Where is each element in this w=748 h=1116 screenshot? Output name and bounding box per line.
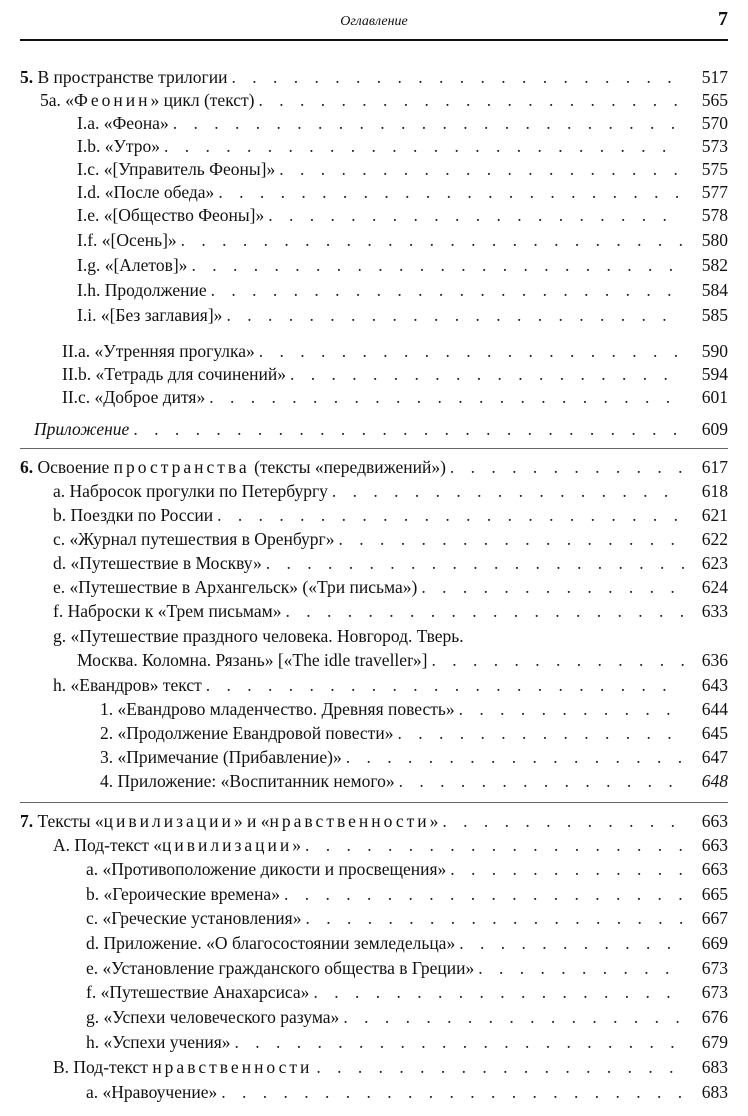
entry-label: c. «Греческие установления» bbox=[86, 908, 302, 928]
toc-entry[interactable] bbox=[0, 304, 748, 327]
dot-leader bbox=[442, 810, 684, 833]
entry-label: a. «Противоположение дикости и просвещения» bbox=[86, 859, 447, 879]
toc-entry[interactable] bbox=[0, 504, 748, 527]
running-title: Оглавление bbox=[340, 14, 408, 29]
toc-entry[interactable] bbox=[0, 907, 748, 930]
entry-page: 647 bbox=[701, 747, 728, 767]
dot-leader bbox=[313, 981, 684, 1004]
toc-entry[interactable] bbox=[0, 981, 748, 1004]
dot-leader bbox=[346, 746, 684, 769]
entry-page: 580 bbox=[701, 230, 728, 250]
dot-leader bbox=[290, 363, 684, 386]
toc-entry[interactable] bbox=[0, 112, 748, 135]
toc-entry[interactable] bbox=[0, 858, 748, 881]
page-number: 7 bbox=[718, 8, 728, 30]
entry-label: I.g. «[Алетов]» bbox=[77, 255, 188, 275]
entry-page: 517 bbox=[701, 67, 728, 87]
entry-page: 573 bbox=[701, 136, 728, 156]
entry-label: 1. «Евандрово младенчество. Древняя повесть» bbox=[100, 699, 455, 719]
entry-page: 667 bbox=[701, 908, 728, 928]
toc-entry[interactable] bbox=[0, 1031, 748, 1054]
entry-label: b. Поездки по России bbox=[53, 505, 214, 525]
toc-entry[interactable] bbox=[0, 480, 748, 503]
toc-entry[interactable] bbox=[0, 625, 748, 648]
toc-entry[interactable] bbox=[0, 1006, 748, 1029]
entry-page: 683 bbox=[701, 1057, 728, 1077]
entry-page: 594 bbox=[701, 364, 728, 384]
entry-page: 618 bbox=[701, 481, 728, 501]
dot-leader bbox=[399, 770, 684, 793]
toc-entry[interactable] bbox=[0, 254, 748, 277]
entry-label: II.b. «Тетрадь для сочинений» bbox=[62, 364, 286, 384]
toc-entry[interactable] bbox=[0, 279, 748, 302]
dot-leader bbox=[421, 576, 684, 599]
entry-label: e. «Путешествие в Архангельск» («Три письма») bbox=[53, 577, 418, 597]
entry-label: (тексты «передвижений») bbox=[249, 457, 446, 477]
entry-label: » и « bbox=[233, 811, 270, 831]
entry-label: II.c. «Доброе дитя» bbox=[62, 387, 206, 407]
dot-leader bbox=[431, 649, 684, 672]
entry-page: 673 bbox=[701, 958, 728, 978]
entry-page: 570 bbox=[701, 113, 728, 133]
dot-leader bbox=[339, 528, 685, 551]
dot-leader bbox=[459, 698, 684, 721]
entry-page: 624 bbox=[701, 577, 728, 597]
entry-page: 622 bbox=[701, 529, 728, 549]
entry-page: 669 bbox=[701, 933, 728, 953]
entry-page: 673 bbox=[701, 982, 728, 1002]
toc-entry[interactable] bbox=[0, 722, 748, 745]
entry-page: 663 bbox=[701, 859, 728, 879]
entry-label: h. «Евандров» текст bbox=[53, 675, 202, 695]
dot-leader bbox=[191, 254, 684, 277]
entry-label: a. Набросок прогулки по Петербургу bbox=[53, 481, 328, 501]
entry-label: c. «Журнал путешествия в Оренбург» bbox=[53, 529, 335, 549]
entry-label: I.h. Продолжение bbox=[77, 280, 207, 300]
entry-page: 565 bbox=[701, 90, 728, 110]
toc-entry[interactable] bbox=[0, 746, 748, 769]
entry-label: I.c. «[Управитель Феоны]» bbox=[77, 159, 276, 179]
section-number: 6. bbox=[20, 457, 34, 477]
entry-page: 679 bbox=[701, 1032, 728, 1052]
dot-leader bbox=[181, 229, 684, 252]
dot-leader bbox=[284, 883, 684, 906]
entry-label-spaced: цивилизации bbox=[103, 811, 234, 831]
running-header bbox=[20, 6, 728, 36]
entry-label: h. «Успехи учения» bbox=[86, 1032, 231, 1052]
toc-entry[interactable] bbox=[0, 674, 748, 697]
toc-entry[interactable] bbox=[0, 834, 748, 857]
entry-label-spaced: цивилизации bbox=[162, 835, 293, 855]
entry-page: 623 bbox=[701, 553, 728, 573]
toc-entry[interactable] bbox=[0, 363, 748, 386]
entry-page: 584 bbox=[701, 280, 728, 300]
toc-entry[interactable] bbox=[0, 158, 748, 181]
entry-label: II.a. «Утренняя прогулка» bbox=[62, 341, 255, 361]
toc-entry[interactable] bbox=[0, 883, 748, 906]
dot-leader bbox=[332, 480, 684, 503]
dot-leader bbox=[478, 957, 684, 980]
entry-page: 663 bbox=[701, 811, 728, 831]
entry-label: b. «Героические времена» bbox=[86, 884, 280, 904]
toc-entry-continuation[interactable] bbox=[0, 649, 748, 672]
entry-label: Приложение bbox=[34, 419, 130, 439]
entry-label: 5а. « bbox=[40, 90, 75, 110]
entry-page: 590 bbox=[701, 341, 728, 361]
dot-leader bbox=[164, 135, 684, 158]
entry-label: I.b. «Утро» bbox=[77, 136, 160, 156]
dot-leader bbox=[343, 1006, 684, 1029]
toc-entry[interactable] bbox=[0, 66, 748, 89]
entry-label: a. «Нравоучение» bbox=[86, 1082, 218, 1102]
dot-leader bbox=[259, 340, 684, 363]
section-number: 7. bbox=[20, 811, 34, 831]
toc-entry[interactable] bbox=[0, 932, 748, 955]
dot-leader bbox=[450, 456, 684, 479]
dot-leader bbox=[316, 1056, 684, 1079]
entry-label: 3. «Примечание (Прибавление)» bbox=[100, 747, 342, 767]
entry-page: 578 bbox=[701, 205, 728, 225]
toc-entry[interactable] bbox=[0, 770, 748, 793]
entry-label: d. Приложение. «О благосостоянии земледельца» bbox=[86, 933, 456, 953]
dot-leader bbox=[173, 112, 684, 135]
toc-entry[interactable] bbox=[0, 135, 748, 158]
toc-entry[interactable] bbox=[0, 456, 748, 479]
header-rule bbox=[20, 39, 728, 41]
entry-label: » цикл (текст) bbox=[150, 90, 255, 110]
toc-entry[interactable] bbox=[0, 957, 748, 980]
dot-leader bbox=[231, 66, 684, 89]
dot-leader bbox=[305, 907, 684, 930]
dot-leader bbox=[211, 279, 684, 302]
dot-leader bbox=[266, 552, 684, 575]
entry-label: g. «Путешествие праздного человека. Новгород. Тверь. bbox=[53, 626, 464, 646]
entry-label: g. «Успехи человеческого разума» bbox=[86, 1007, 340, 1027]
entry-label-spaced: нравственности bbox=[152, 1057, 313, 1077]
toc-entry[interactable] bbox=[0, 1081, 748, 1104]
entry-label: B. Под-текст bbox=[53, 1057, 153, 1077]
dot-leader bbox=[221, 1081, 684, 1104]
entry-label: » bbox=[429, 811, 439, 831]
entry-page: 648 bbox=[701, 771, 728, 791]
entry-page: 609 bbox=[701, 419, 728, 439]
dot-leader bbox=[235, 1031, 684, 1054]
section-number: 5. bbox=[20, 67, 34, 87]
toc-entry[interactable] bbox=[0, 89, 748, 112]
dot-leader bbox=[268, 204, 684, 227]
entry-label-spaced: пространства bbox=[113, 457, 250, 477]
entry-label-spaced: нравственности bbox=[269, 811, 430, 831]
entry-label: 4. Приложение: «Воспитанник немого» bbox=[100, 771, 395, 791]
entry-label: A. Под-текст « bbox=[53, 835, 163, 855]
entry-label-spaced: Феонин bbox=[74, 90, 151, 110]
entry-label: e. «Установление гражданского общества в Греции» bbox=[86, 958, 475, 978]
dot-leader bbox=[133, 418, 684, 441]
entry-label: I.a. «Феона» bbox=[77, 113, 169, 133]
dot-leader bbox=[285, 600, 684, 623]
entry-page: 577 bbox=[701, 182, 728, 202]
entry-label: f. «Путешествие Анахарсиса» bbox=[86, 982, 310, 1002]
entry-label: I.e. «[Общество Феоны]» bbox=[77, 205, 265, 225]
section-divider bbox=[20, 802, 728, 803]
entry-page: 643 bbox=[701, 675, 728, 695]
entry-page: 617 bbox=[701, 457, 728, 477]
entry-label: В пространстве трилогии bbox=[37, 67, 228, 87]
dot-leader bbox=[218, 181, 684, 204]
entry-page: 645 bbox=[701, 723, 728, 743]
entry-label: » bbox=[292, 835, 302, 855]
entry-label: Освоение bbox=[37, 457, 114, 477]
entry-page: 663 bbox=[701, 835, 728, 855]
dot-leader bbox=[459, 932, 684, 955]
toc-entry[interactable] bbox=[0, 576, 748, 599]
entry-label: Москва. Коломна. Рязань» [«The idle traveller»] bbox=[77, 650, 428, 670]
entry-page: 575 bbox=[701, 159, 728, 179]
dot-leader bbox=[450, 858, 684, 881]
toc-entry[interactable] bbox=[0, 204, 748, 227]
entry-page: 665 bbox=[701, 884, 728, 904]
toc-entry[interactable] bbox=[0, 418, 748, 441]
entry-label: d. «Путешествие в Москву» bbox=[53, 553, 262, 573]
section-divider bbox=[20, 448, 728, 449]
toc-entry[interactable] bbox=[0, 810, 748, 833]
toc-entry[interactable] bbox=[0, 698, 748, 721]
entry-page: 676 bbox=[701, 1007, 728, 1027]
entry-page: 644 bbox=[701, 699, 728, 719]
dot-leader bbox=[259, 89, 684, 112]
dot-leader bbox=[206, 674, 684, 697]
entry-page: 633 bbox=[701, 601, 728, 621]
entry-page: 683 bbox=[701, 1082, 728, 1102]
entry-label: Тексты « bbox=[37, 811, 104, 831]
toc-entry[interactable] bbox=[0, 600, 748, 623]
entry-label: I.f. «[Осень]» bbox=[77, 230, 177, 250]
toc-entry[interactable] bbox=[0, 1056, 748, 1079]
dot-leader bbox=[397, 722, 684, 745]
dot-leader bbox=[279, 158, 684, 181]
dot-leader bbox=[305, 834, 684, 857]
toc-entry[interactable] bbox=[0, 181, 748, 204]
entry-page: 621 bbox=[701, 505, 728, 525]
entry-label: f. Наброски к «Трем письмам» bbox=[53, 601, 282, 621]
entry-page: 601 bbox=[701, 387, 728, 407]
toc-entry[interactable] bbox=[0, 386, 748, 409]
entry-page: 636 bbox=[701, 650, 728, 670]
entry-page: 582 bbox=[701, 255, 728, 275]
toc-entry[interactable] bbox=[0, 229, 748, 252]
entry-page: 585 bbox=[701, 305, 728, 325]
toc-entry[interactable] bbox=[0, 528, 748, 551]
entry-label: 2. «Продолжение Евандровой повести» bbox=[100, 723, 394, 743]
toc-entry[interactable] bbox=[0, 340, 748, 363]
entry-label: I.d. «После обеда» bbox=[77, 182, 215, 202]
dot-leader bbox=[209, 386, 684, 409]
entry-label: I.i. «[Без заглавия]» bbox=[77, 305, 223, 325]
dot-leader bbox=[226, 304, 684, 327]
toc-entry[interactable] bbox=[0, 552, 748, 575]
dot-leader bbox=[217, 504, 684, 527]
